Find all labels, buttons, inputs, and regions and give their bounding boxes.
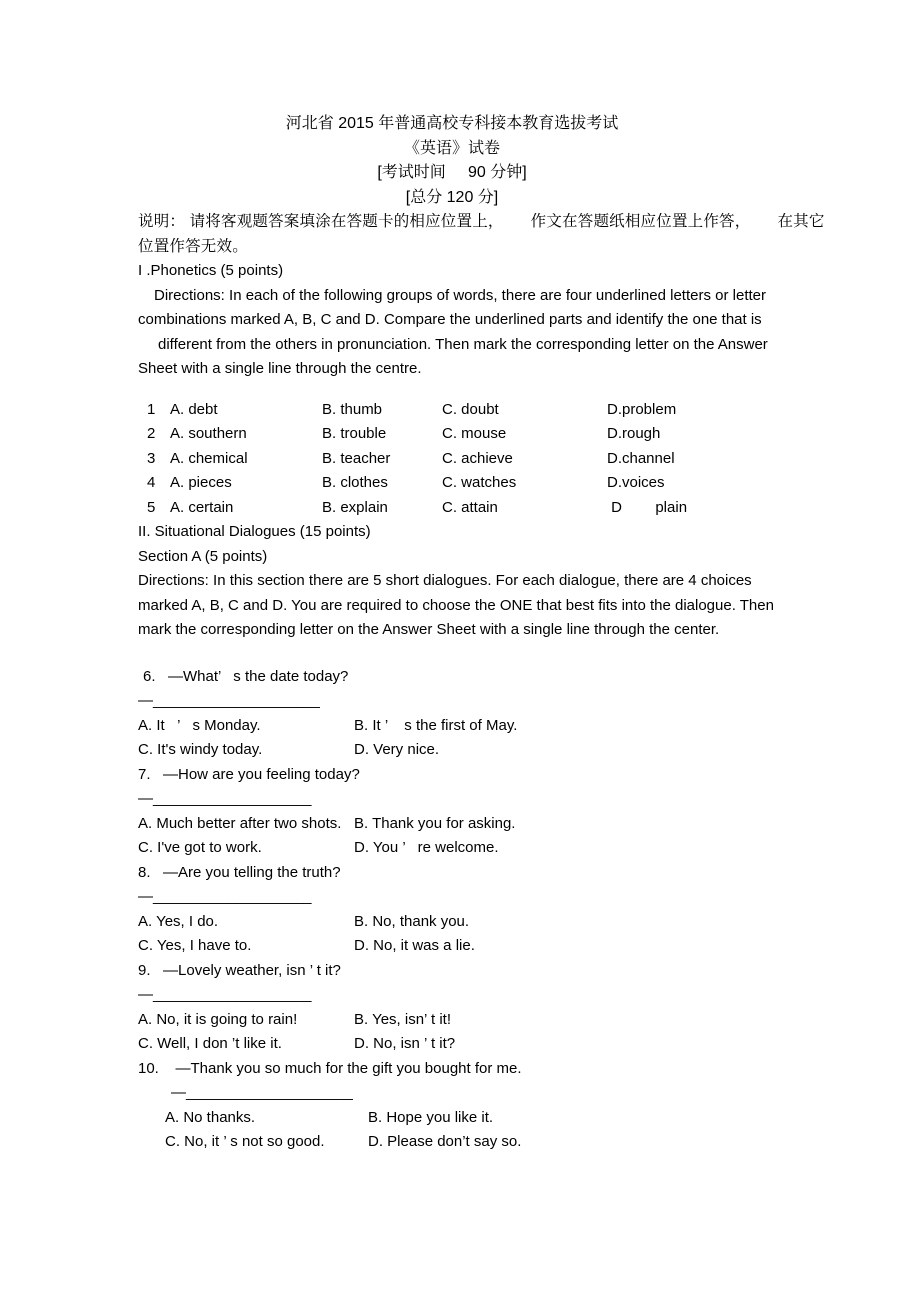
dialogue-question-10 xyxy=(138,1057,790,1155)
exam-notice xyxy=(138,210,825,259)
exam-total-score: [总分 120 分] xyxy=(405,188,499,206)
option-a: A. chemical xyxy=(170,449,248,467)
directions-line: different from the others in pronunciation. Then mark the corresponding letter on the Answer xyxy=(158,335,768,353)
dialogue-question-8 xyxy=(138,861,790,959)
directions-line: Directions: In this section there are 5 short dialogues. For each dialogue, there are 4 choices xyxy=(138,572,752,589)
options-grid xyxy=(138,1008,790,1057)
option-b: B. It ’ s the first of May. xyxy=(354,716,518,734)
question-number: 1 xyxy=(147,400,156,418)
option-a: A. certain xyxy=(170,498,234,516)
phonetics-table xyxy=(138,398,790,521)
exam-time: [考试时间 90 分钟] xyxy=(377,164,527,181)
exam-title: 河北省 2015 年普通高校专科接本教育选拔考试 xyxy=(285,115,619,132)
option-d: D.channel xyxy=(607,449,675,467)
option-a: A. pieces xyxy=(170,474,232,491)
option-c: C. achieve xyxy=(442,449,513,467)
spacer xyxy=(138,471,147,496)
option-d: D.problem xyxy=(607,400,677,418)
spacer xyxy=(138,447,147,472)
answer-blank: —___________________ xyxy=(138,790,312,807)
option-c: C. attain xyxy=(442,498,498,516)
directions-line: mark the corresponding letter on the Answer Sheet with a single line through the center. xyxy=(138,621,720,638)
option-d: D. You ’ re welcome. xyxy=(354,839,499,856)
question-prompt: 7. —How are you feeling today? xyxy=(138,765,360,783)
question-number: 4 xyxy=(147,474,156,491)
option-d: D. No, it was a lie. xyxy=(354,937,475,954)
answer-blank: —___________________ xyxy=(138,888,312,905)
option-c: C. watches xyxy=(442,474,517,491)
option-c: C. No, it ’ s not so good. xyxy=(165,1133,325,1150)
dialogue-question-9 xyxy=(138,959,790,1057)
option-b: B. Thank you for asking. xyxy=(354,814,516,832)
option-d: D.rough xyxy=(607,425,661,442)
option-c: C. I've got to work. xyxy=(138,839,262,856)
options-grid xyxy=(138,812,790,861)
notice-line: 位置作答无效。 xyxy=(138,237,248,255)
section-dialogues xyxy=(138,520,790,1155)
option-d: D plain xyxy=(607,498,688,516)
section-phonetics xyxy=(138,259,790,520)
exam-header xyxy=(138,112,790,210)
dialogue-question-7 xyxy=(138,763,790,861)
option-b: B. Yes, isn’ t it! xyxy=(354,1010,451,1028)
option-b: B. explain xyxy=(322,498,388,516)
option-c: C. Yes, I have to. xyxy=(138,937,252,954)
option-b: B. thumb xyxy=(322,400,383,418)
question-prompt: 8. —Are you telling the truth? xyxy=(138,863,341,881)
options-grid xyxy=(165,1106,790,1155)
phonetics-row xyxy=(138,422,790,447)
directions-line: Sheet with a single line through the centre. xyxy=(138,360,422,377)
question-prompt: 6. —What’ s the date today? xyxy=(143,667,349,685)
phonetics-row xyxy=(138,471,790,496)
option-c: C. Well, I don ’t like it. xyxy=(138,1035,282,1052)
phonetics-row xyxy=(138,447,790,472)
option-a: A. No thanks. xyxy=(165,1108,256,1126)
directions-line: Directions: In each of the following groups of words, there are four underlined letters or letter xyxy=(154,286,766,304)
exam-subtitle: 《英语》试卷 xyxy=(403,139,500,157)
answer-blank: —____________________ xyxy=(138,692,320,709)
options-grid xyxy=(138,714,790,763)
question-number: 5 xyxy=(147,498,156,516)
question-prompt: 9. —Lovely weather, isn ’ t it? xyxy=(138,961,341,979)
option-b: B. Hope you like it. xyxy=(368,1108,494,1126)
option-a: A. No, it is going to rain! xyxy=(138,1010,298,1028)
directions-line: combinations marked A, B, C and D. Compare the underlined parts and identify the one that is xyxy=(138,311,762,328)
option-d: D.voices xyxy=(607,474,665,491)
spacer xyxy=(138,398,147,423)
spacer xyxy=(138,496,147,521)
phonetics-row xyxy=(138,496,790,521)
notice-line: 说明： 请将客观题答案填涂在答题卡的相应位置上， 作文在答题纸相应位置上作答， 在其它 xyxy=(138,213,825,230)
question-number: 3 xyxy=(147,449,156,467)
option-c: C. mouse xyxy=(442,425,507,442)
option-d: D. Please don’t say so. xyxy=(368,1133,522,1150)
answer-blank: —____________________ xyxy=(171,1084,353,1101)
option-a: A. southern xyxy=(170,425,247,442)
dialogue-question-6 xyxy=(138,665,790,763)
option-b: B. clothes xyxy=(322,474,388,491)
answer-blank: —___________________ xyxy=(138,986,312,1003)
question-number: 2 xyxy=(147,425,156,442)
subsection-heading: Section A (5 points) xyxy=(138,547,268,565)
section-heading: II. Situational Dialogues (15 points) xyxy=(138,523,371,540)
phonetics-row xyxy=(138,398,790,423)
spacer xyxy=(138,643,790,665)
option-b: B. trouble xyxy=(322,425,387,442)
question-prompt: 10. —Thank you so much for the gift you bought for me. xyxy=(138,1059,522,1077)
option-d: D. No, isn ’ t it? xyxy=(354,1035,456,1052)
directions-line: marked A, B, C and D. You are required to choose the ONE that best fits into the dialogue. Then xyxy=(138,596,774,614)
option-c: C. It's windy today. xyxy=(138,741,263,758)
option-a: A. Much better after two shots. xyxy=(138,814,342,832)
option-b: B. teacher xyxy=(322,449,391,467)
option-a: A. It ’ s Monday. xyxy=(138,716,261,734)
spacer xyxy=(138,422,147,447)
section-heading: I .Phonetics (5 points) xyxy=(138,262,284,279)
options-grid xyxy=(138,910,790,959)
option-a: A. debt xyxy=(170,400,218,418)
option-d: D. Very nice. xyxy=(354,741,440,758)
option-c: C. doubt xyxy=(442,400,499,418)
option-a: A. Yes, I do. xyxy=(138,912,219,930)
option-b: B. No, thank you. xyxy=(354,912,470,930)
